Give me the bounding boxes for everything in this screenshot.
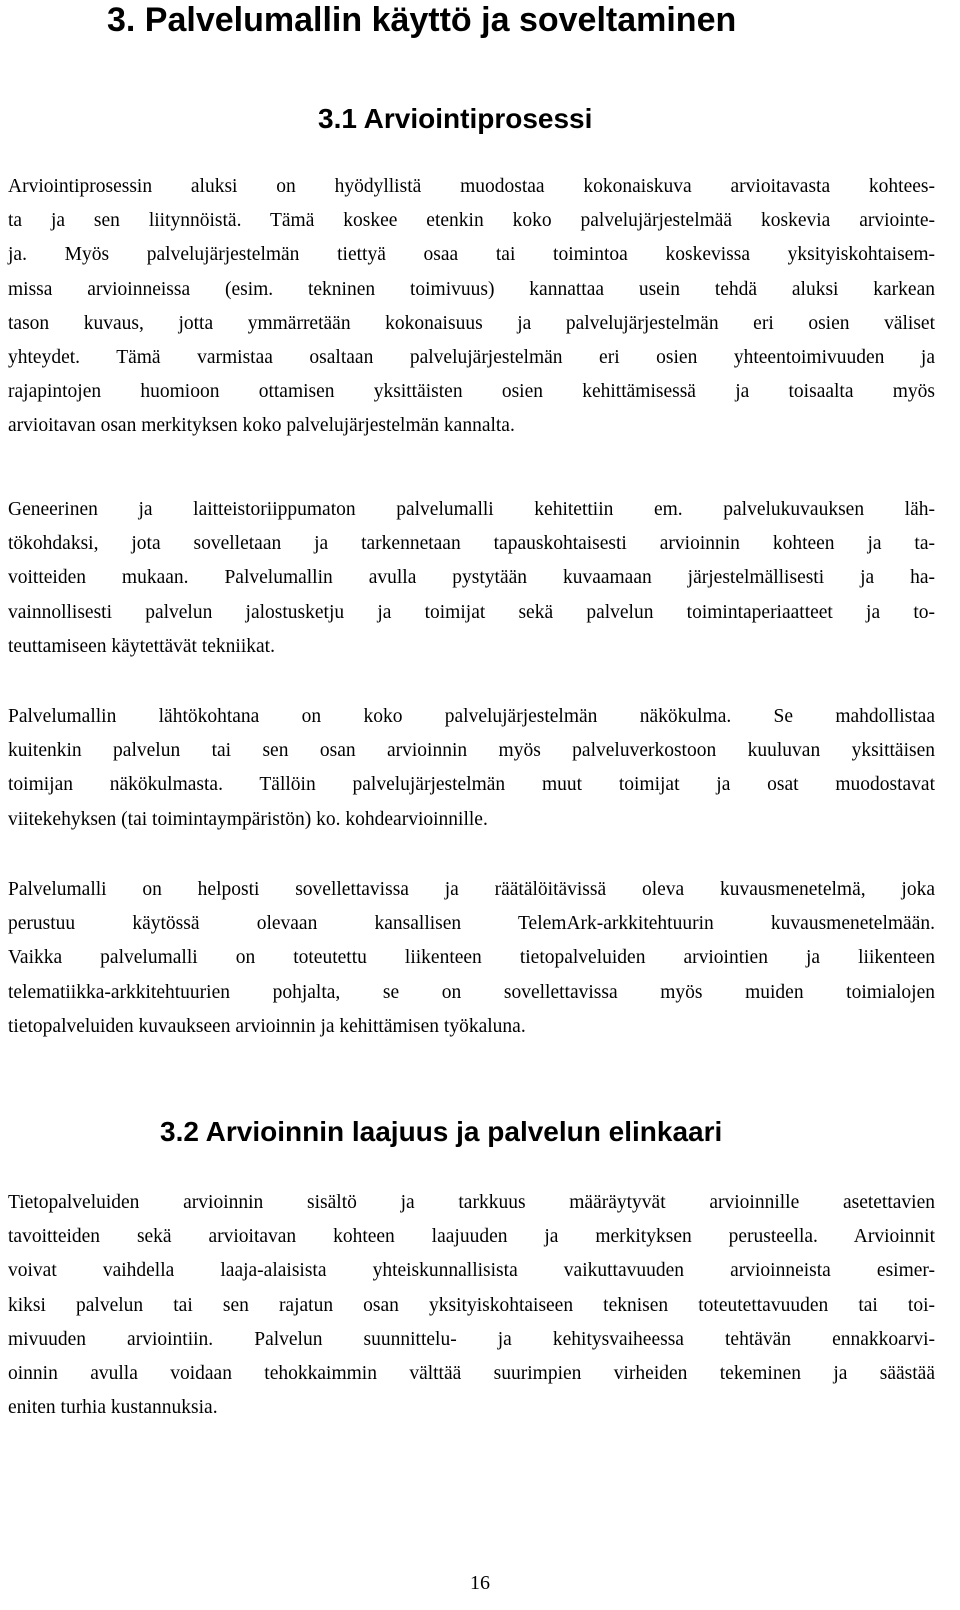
paragraph-3 bbox=[8, 700, 935, 837]
text-line: Palvelumalli on helposti sovellettavissa ja räätälöitävissä oleva kuvausmenetelmä, joka bbox=[8, 879, 935, 900]
page-number: 16 bbox=[470, 1572, 490, 1594]
text-line: voitteiden mukaan. Palvelumallin avulla pystytään kuvaamaan järjestelmällisesti ja ha- bbox=[8, 567, 935, 589]
paragraph-1 bbox=[8, 170, 935, 444]
text-line: voivat vaihdella laaja-alaisista yhteiskunnallisista vaikuttavuuden arvioinneista esimer- bbox=[8, 1260, 935, 1282]
text-line: viitekehyksen (tai toimintaympäristön) ko. kohdearvioinnille. bbox=[8, 808, 488, 830]
section-heading-3-2: 3.2 Arvioinnin laajuus ja palvelun elinkaari bbox=[160, 1116, 723, 1147]
text-line: mivuuden arviointiin. Palvelun suunnittelu- ja kehitysvaiheessa tehtävän ennakkoarvi- bbox=[8, 1328, 935, 1350]
text-line: eniten turhia kustannuksia. bbox=[8, 1397, 218, 1419]
text-line: rajapintojen huomioon ottamisen yksittäisten osien kehittämisessä ja toisaalta myös bbox=[8, 381, 935, 403]
text-line: Arviointiprosessin aluksi on hyödyllistä muodostaa kokonaiskuva arvioitavasta kohtees- bbox=[8, 176, 935, 197]
text-line: oinnin avulla voidaan tehokkaimmin välttää suurimpien virheiden tekeminen ja säästää bbox=[8, 1362, 935, 1384]
text-line: tietopalveluiden kuvaukseen arvioinnin ja kehittämisen työkaluna. bbox=[8, 1015, 526, 1037]
text-line: yhteydet. Tämä varmistaa osaltaan palvelujärjestelmän eri osien yhteentoimivuuden ja bbox=[8, 346, 935, 368]
chapter-heading: 3. Palvelumallin käyttö ja soveltaminen bbox=[107, 1, 737, 39]
text-line: missa arvioinneissa (esim. tekninen toimivuus) kannattaa usein tehdä aluksi karkean bbox=[8, 278, 935, 300]
text-line: Geneerinen ja laitteistoriippumaton palvelumalli kehitettiin em. palvelukuvauksen läh- bbox=[8, 499, 935, 520]
text-line: Tietopalveluiden arvioinnin sisältö ja tarkkuus määräytyvät arvioinnille asetettavien bbox=[8, 1192, 935, 1213]
text-line: Vaikka palvelumalli on toteutettu liikenteen tietopalveluiden arviointien ja liikenteen bbox=[8, 947, 935, 969]
text-line: teuttamiseen käytettävät tekniikat. bbox=[8, 635, 275, 657]
paragraph-2 bbox=[8, 493, 935, 664]
text-line: perustuu käytössä olevaan kansallisen TelemArk-arkkitehtuurin kuvausmenetelmään. bbox=[8, 913, 935, 935]
text-line: telematiikka-arkkitehtuurien pohjalta, se on sovellettavissa myös muiden toimialojen bbox=[8, 981, 935, 1003]
paragraph-5 bbox=[8, 1186, 935, 1425]
text-line: arvioitavan osan merkityksen koko palvelujärjestelmän kannalta. bbox=[8, 415, 515, 437]
text-line: tason kuvaus, jotta ymmärretään kokonaisuus ja palvelujärjestelmän eri osien väliset bbox=[8, 312, 935, 334]
text-line: kiksi palvelun tai sen rajatun osan yksityiskohtaiseen teknisen toteutettavuuden tai toi- bbox=[8, 1294, 935, 1316]
section-heading-3-1: 3.1 Arviointiprosessi bbox=[318, 103, 593, 134]
text-line: kuitenkin palvelun tai sen osan arvioinnin myös palveluverkostoon kuuluvan yksittäisen bbox=[8, 740, 935, 762]
text-line: ja. Myös palvelujärjestelmän tiettyä osaa tai toimintoa koskevissa yksityiskohtaisem- bbox=[8, 244, 935, 266]
text-line: vainnollisesti palvelun jalostusketju ja toimijat sekä palvelun toimintaperiaatteet ja to- bbox=[8, 601, 935, 623]
text-line: tökohdaksi, jota sovelletaan ja tarkennetaan tapauskohtaisesti arvioinnin kohteen ja ta- bbox=[8, 533, 935, 555]
text-line: Palvelumallin lähtökohtana on koko palvelujärjestelmän näkökulma. Se mahdollistaa bbox=[8, 706, 935, 727]
text-line: tavoitteiden sekä arvioitavan kohteen laajuuden ja merkityksen perusteella. Arvioinnit bbox=[8, 1226, 935, 1248]
paragraph-4 bbox=[8, 873, 935, 1044]
text-line: toimijan näkökulmasta. Tällöin palvelujärjestelmän muut toimijat ja osat muodostavat bbox=[8, 774, 935, 796]
text-line: ta ja sen liitynnöistä. Tämä koskee etenkin koko palvelujärjestelmää koskevia arviointe- bbox=[8, 210, 935, 232]
